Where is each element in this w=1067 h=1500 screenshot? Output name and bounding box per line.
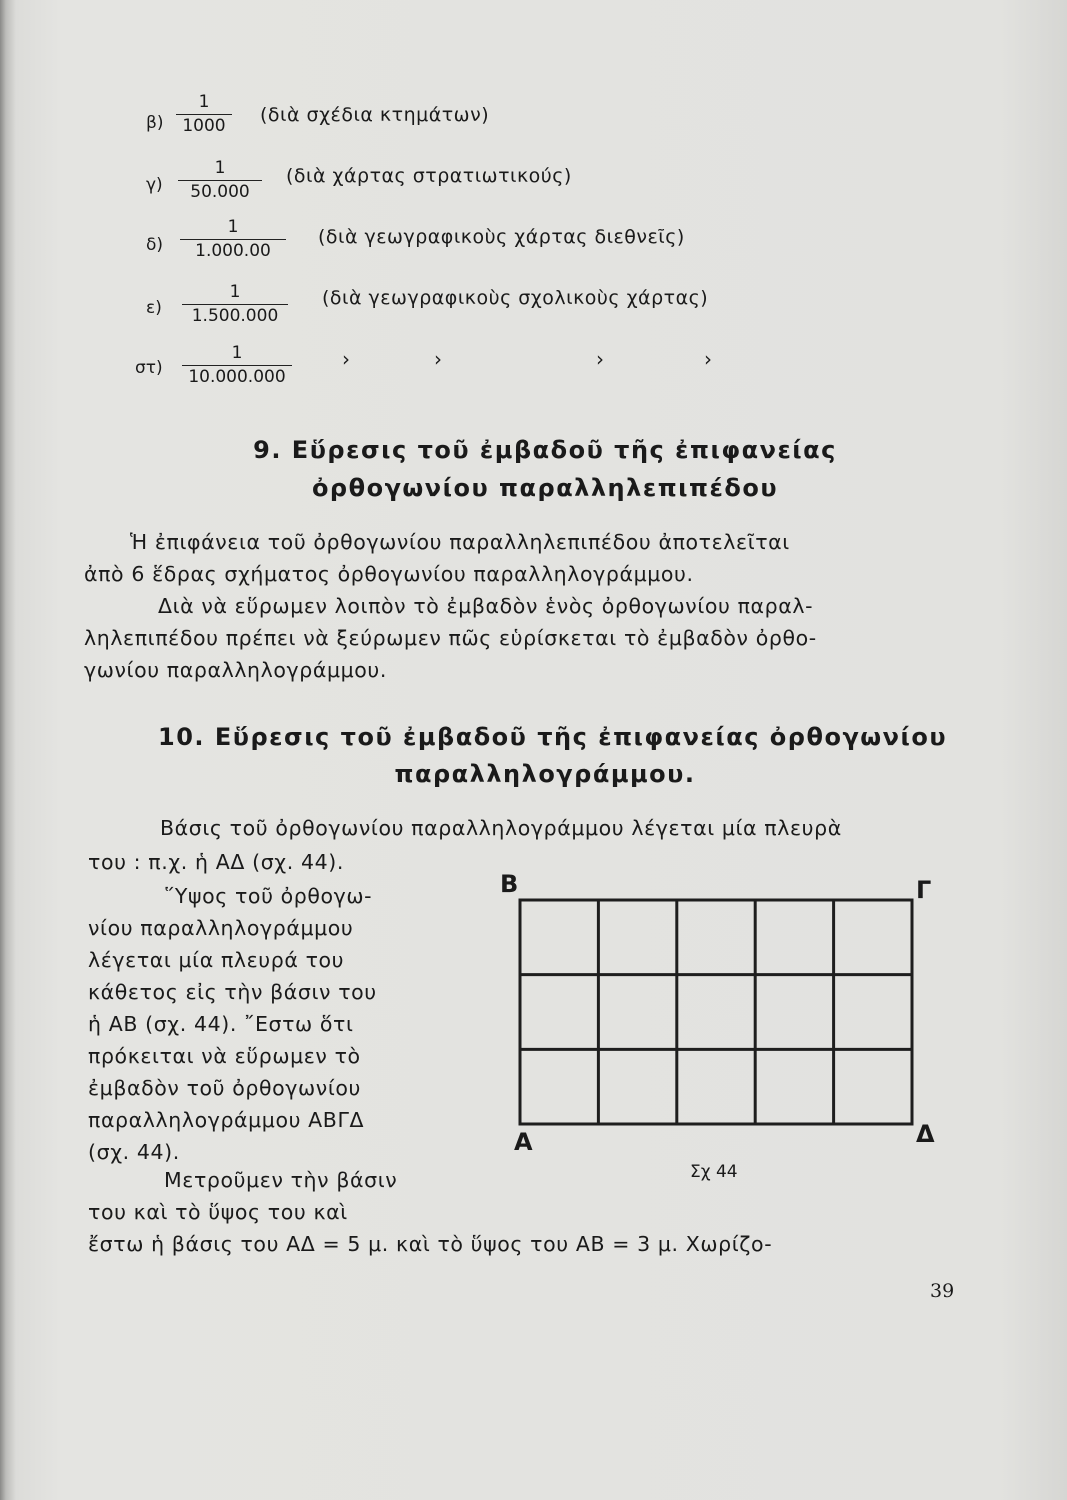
scale-label-c: γ) [146, 175, 163, 195]
scale-label-f: στ) [135, 358, 163, 378]
paragraph-line: λέγεται μία πλευρά του [88, 948, 345, 972]
fraction-bar [176, 114, 232, 115]
vertex-a-label: Α [514, 1128, 533, 1156]
paragraph-line: κάθετος εἰς τὴν βάσιν του [88, 980, 377, 1004]
paragraph-line: (σχ. 44). [88, 1140, 180, 1164]
scale-fraction-d [180, 217, 286, 261]
paragraph-line: παραλληλογράμμου ΑΒΓΔ [88, 1108, 365, 1132]
scale-note-e: (διὰ γεωγραφικοὺς σχολικοὺς χάρτας) [322, 287, 709, 309]
paragraph-line: ἡ ΑΒ (σχ. 44). ῎Εστω ὅτι [88, 1012, 354, 1036]
paragraph-line: Ἡ ἐπιφάνεια τοῦ ὀρθογωνίου παραλληλεπιπέδου ἀποτελεῖται [130, 530, 790, 554]
paragraph-line: γωνίου παραλληλογράμμου. [84, 658, 387, 682]
paragraph-line: Βάσις τοῦ ὀρθογωνίου παραλληλογράμμου λέγεται μία πλευρὰ [160, 816, 842, 840]
fraction-denominator: 1.500.000 [191, 306, 279, 326]
paragraph-line: ληλεπιπέδου πρέπει νὰ ξεύρωμεν πῶς εὑρίσκεται τὸ ἐμβαδὸν ὀρθο- [84, 626, 817, 650]
fraction-numerator: 1 [229, 282, 241, 302]
scale-note-d: (διὰ γεωγραφικοὺς χάρτας διεθνεῖς) [318, 226, 685, 248]
section-10-heading-line1: 10. Εὕρεσις τοῦ ἐμβαδοῦ τῆς ἐπιφανείας ὀρθογωνίου [158, 723, 948, 751]
fraction-denominator: 1000 [182, 116, 226, 136]
scale-note-b: (διὰ σχέδια κτημάτων) [260, 104, 490, 126]
scale-note-c: (διὰ χάρτας στρατιωτικούς) [286, 165, 572, 187]
scale-label-d: δ) [146, 235, 164, 255]
section-10-heading-line2: παραλληλογράμμου. [394, 760, 696, 788]
section-9-heading-line2: ὀρθογωνίου παραλληλεπιπέδου [311, 474, 779, 502]
fraction-denominator: 50.000 [190, 182, 250, 202]
ditto-mark: › [434, 347, 442, 371]
section-9-heading-line1: 9. Εὕρεσις τοῦ ἐμβαδοῦ τῆς ἐπιφανείας [253, 436, 837, 464]
scale-label-b: β) [146, 113, 164, 133]
scale-fraction-b [176, 92, 232, 136]
vertex-d-label: Δ [916, 1120, 935, 1148]
grid-border [520, 900, 912, 1124]
fraction-numerator: 1 [227, 217, 239, 237]
fraction-numerator: 1 [231, 343, 243, 363]
fraction-bar [182, 365, 292, 366]
paragraph-line: πρόκειται νὰ εὕρωμεν τὸ [88, 1044, 361, 1068]
page-number: 39 [930, 1280, 955, 1302]
vertex-b-label: Β [500, 870, 519, 898]
fraction-numerator: 1 [198, 92, 210, 112]
fraction-bar [180, 239, 286, 240]
fraction-bar [182, 304, 288, 305]
paragraph-line: ἀπὸ 6 ἕδρας σχήματος ὀρθογωνίου παραλληλογράμμου. [84, 562, 694, 586]
paragraph-line: ῞Υψος τοῦ ὀρθογω- [164, 884, 373, 908]
ditto-mark: › [704, 347, 712, 371]
paragraph-line: Διὰ νὰ εὕρωμεν λοιπὸν τὸ ἐμβαδὸν ἑνὸς ὀρθογωνίου παραλ- [158, 594, 814, 618]
grid-rectangle [516, 896, 916, 1128]
fraction-denominator: 1.000.00 [195, 241, 271, 261]
figure-caption: Σχ 44 [690, 1162, 738, 1182]
scale-fraction-e [182, 282, 288, 326]
ditto-mark: › [596, 347, 604, 371]
fraction-numerator: 1 [214, 158, 226, 178]
paragraph-line: του : π.χ. ἡ ΑΔ (σχ. 44). [88, 850, 344, 874]
paragraph-line: ἔστω ἡ βάσις του ΑΔ = 5 μ. καὶ τὸ ὕψος του ΑΒ = 3 μ. Χωρίζο- [88, 1232, 773, 1256]
paragraph-line: του καὶ τὸ ὕψος του καὶ [88, 1200, 348, 1224]
fraction-denominator: 10.000.000 [188, 367, 286, 387]
paragraph-line: νίου παραλληλογράμμου [88, 916, 354, 940]
scale-label-e: ε) [146, 298, 162, 318]
scale-fraction-c [178, 158, 262, 202]
vertex-g-label: Γ [916, 876, 932, 904]
paragraph-line: ἐμβαδὸν τοῦ ὀρθογωνίου [88, 1076, 361, 1100]
paragraph-line: Μετροῦμεν τὴν βάσιν [164, 1168, 398, 1192]
ditto-mark: › [342, 347, 350, 371]
fraction-bar [178, 180, 262, 181]
scale-fraction-f [182, 343, 292, 387]
